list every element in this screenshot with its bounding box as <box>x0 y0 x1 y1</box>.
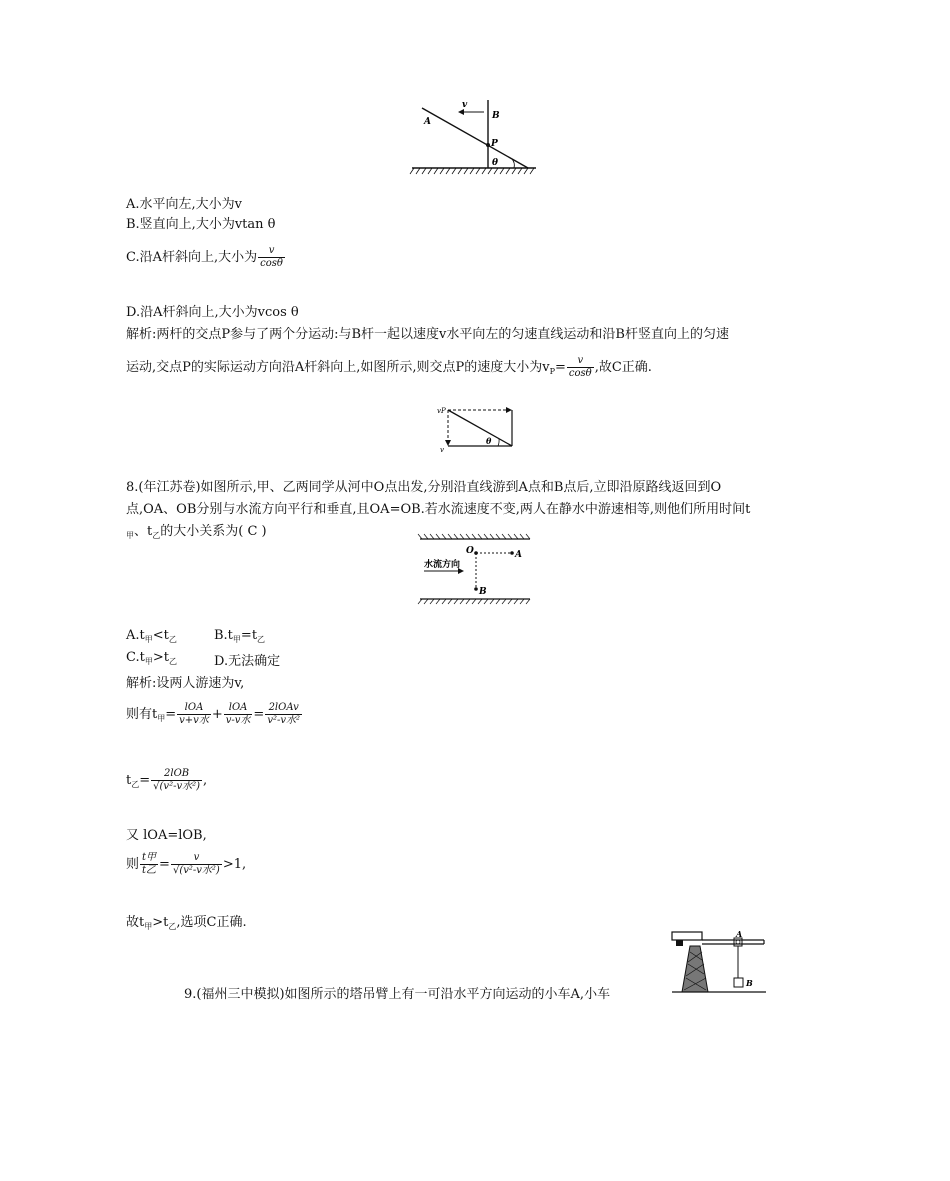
option-a: A.水平向左,大小为v <box>126 197 242 212</box>
q8-line-1: 8.(年江苏卷)如图所示,甲、乙两同学从河中O点出发,分别沿直线游到A点和B点后,立即沿原路线返回到O <box>126 480 722 495</box>
option-c <box>126 245 286 270</box>
label-theta: θ <box>492 158 499 168</box>
label-B: B <box>492 111 500 121</box>
q8-option-a: $A.t_甲<t_乙$ <box>126 628 177 644</box>
label-A: A <box>515 550 522 560</box>
label-vp: vP <box>437 407 446 415</box>
analysis-line-2: 运动,交点P的实际运动方向沿A杆斜向上,如图所示,则交点P的速度大小为$v_P=$ $\frac{v}{\cos\theta}$ ,故C正确. <box>126 355 652 379</box>
conclusion: 故$t_甲>t_乙$,选项C正确. <box>126 915 247 931</box>
figure-tower-crane <box>668 928 768 996</box>
option-b: B.竖直向上,大小为vtan θ <box>126 217 276 232</box>
equation-1: 则有$t_甲=$ $\frac{\text{lOA}}{\text{v+v水}}$ + $\frac{\text{lOA}}{\text{v-v水}}$ = $\frac{\text{2lOAv}}{\text{v²-v水²}}$ <box>126 702 301 726</box>
label-flow: 水流方向 <box>424 560 461 570</box>
label-B: B <box>479 587 487 597</box>
q8-line-3: $_甲$、$t_乙$的大小关系为( C ) <box>126 524 267 540</box>
equation-3: 又 lOA=lOB, <box>126 828 207 843</box>
equation-4: 则 $\frac{\text{t甲}}{\text{t乙}}$ = $\frac{v}{\text{√(v²-v水²)}}$ >1, <box>126 852 247 876</box>
label-P: P <box>491 139 498 149</box>
equation-2: $t_乙=$ $\frac{\text{2lOB}}{\text{√(v²-v水²)}}$ , <box>126 768 208 792</box>
fraction: $\frac{v}{\cos\theta}$ <box>260 245 283 269</box>
option-c-text: C.沿A杆斜向上,大小为 <box>126 250 258 265</box>
label-theta: θ <box>486 436 492 446</box>
label-A: A <box>424 117 431 127</box>
label-A: A <box>736 929 743 939</box>
analysis-line-1: 解析:两杆的交点P参与了两个分运动:与B杆一起以速度v水平向左的匀速直线运动和沿B杆竖直向上的匀速 <box>126 327 729 342</box>
label-B: B <box>746 978 753 988</box>
figure-river <box>416 533 534 605</box>
figure-velocity-decomposition <box>436 404 518 454</box>
q8-option-b: $B.t_甲=t_乙$ <box>214 628 266 644</box>
figure-rods <box>408 96 540 176</box>
q8-line-2: 点,OA、OB分别与水流方向平行和垂直,且OA=OB.若水流速度不变,两人在静水中游速相等,则他们所用时间t <box>126 502 751 517</box>
label-O: O <box>466 546 474 556</box>
q9-text: 9.(福州三中模拟)如图所示的塔吊臂上有一可沿水平方向运动的小车A,小车 <box>184 987 611 1002</box>
label-v: v <box>462 100 468 110</box>
option-d: D.沿A杆斜向上,大小为vcos θ <box>126 305 299 320</box>
fraction: $\frac{v}{\cos\theta}$ <box>568 355 592 379</box>
q8-option-d: D.无法确定 <box>214 654 281 669</box>
q8-option-c: $C.t_甲>t_乙$ <box>126 650 177 666</box>
analysis-intro: 解析:设两人游速为v, <box>126 676 245 691</box>
label-v: v <box>440 446 444 454</box>
